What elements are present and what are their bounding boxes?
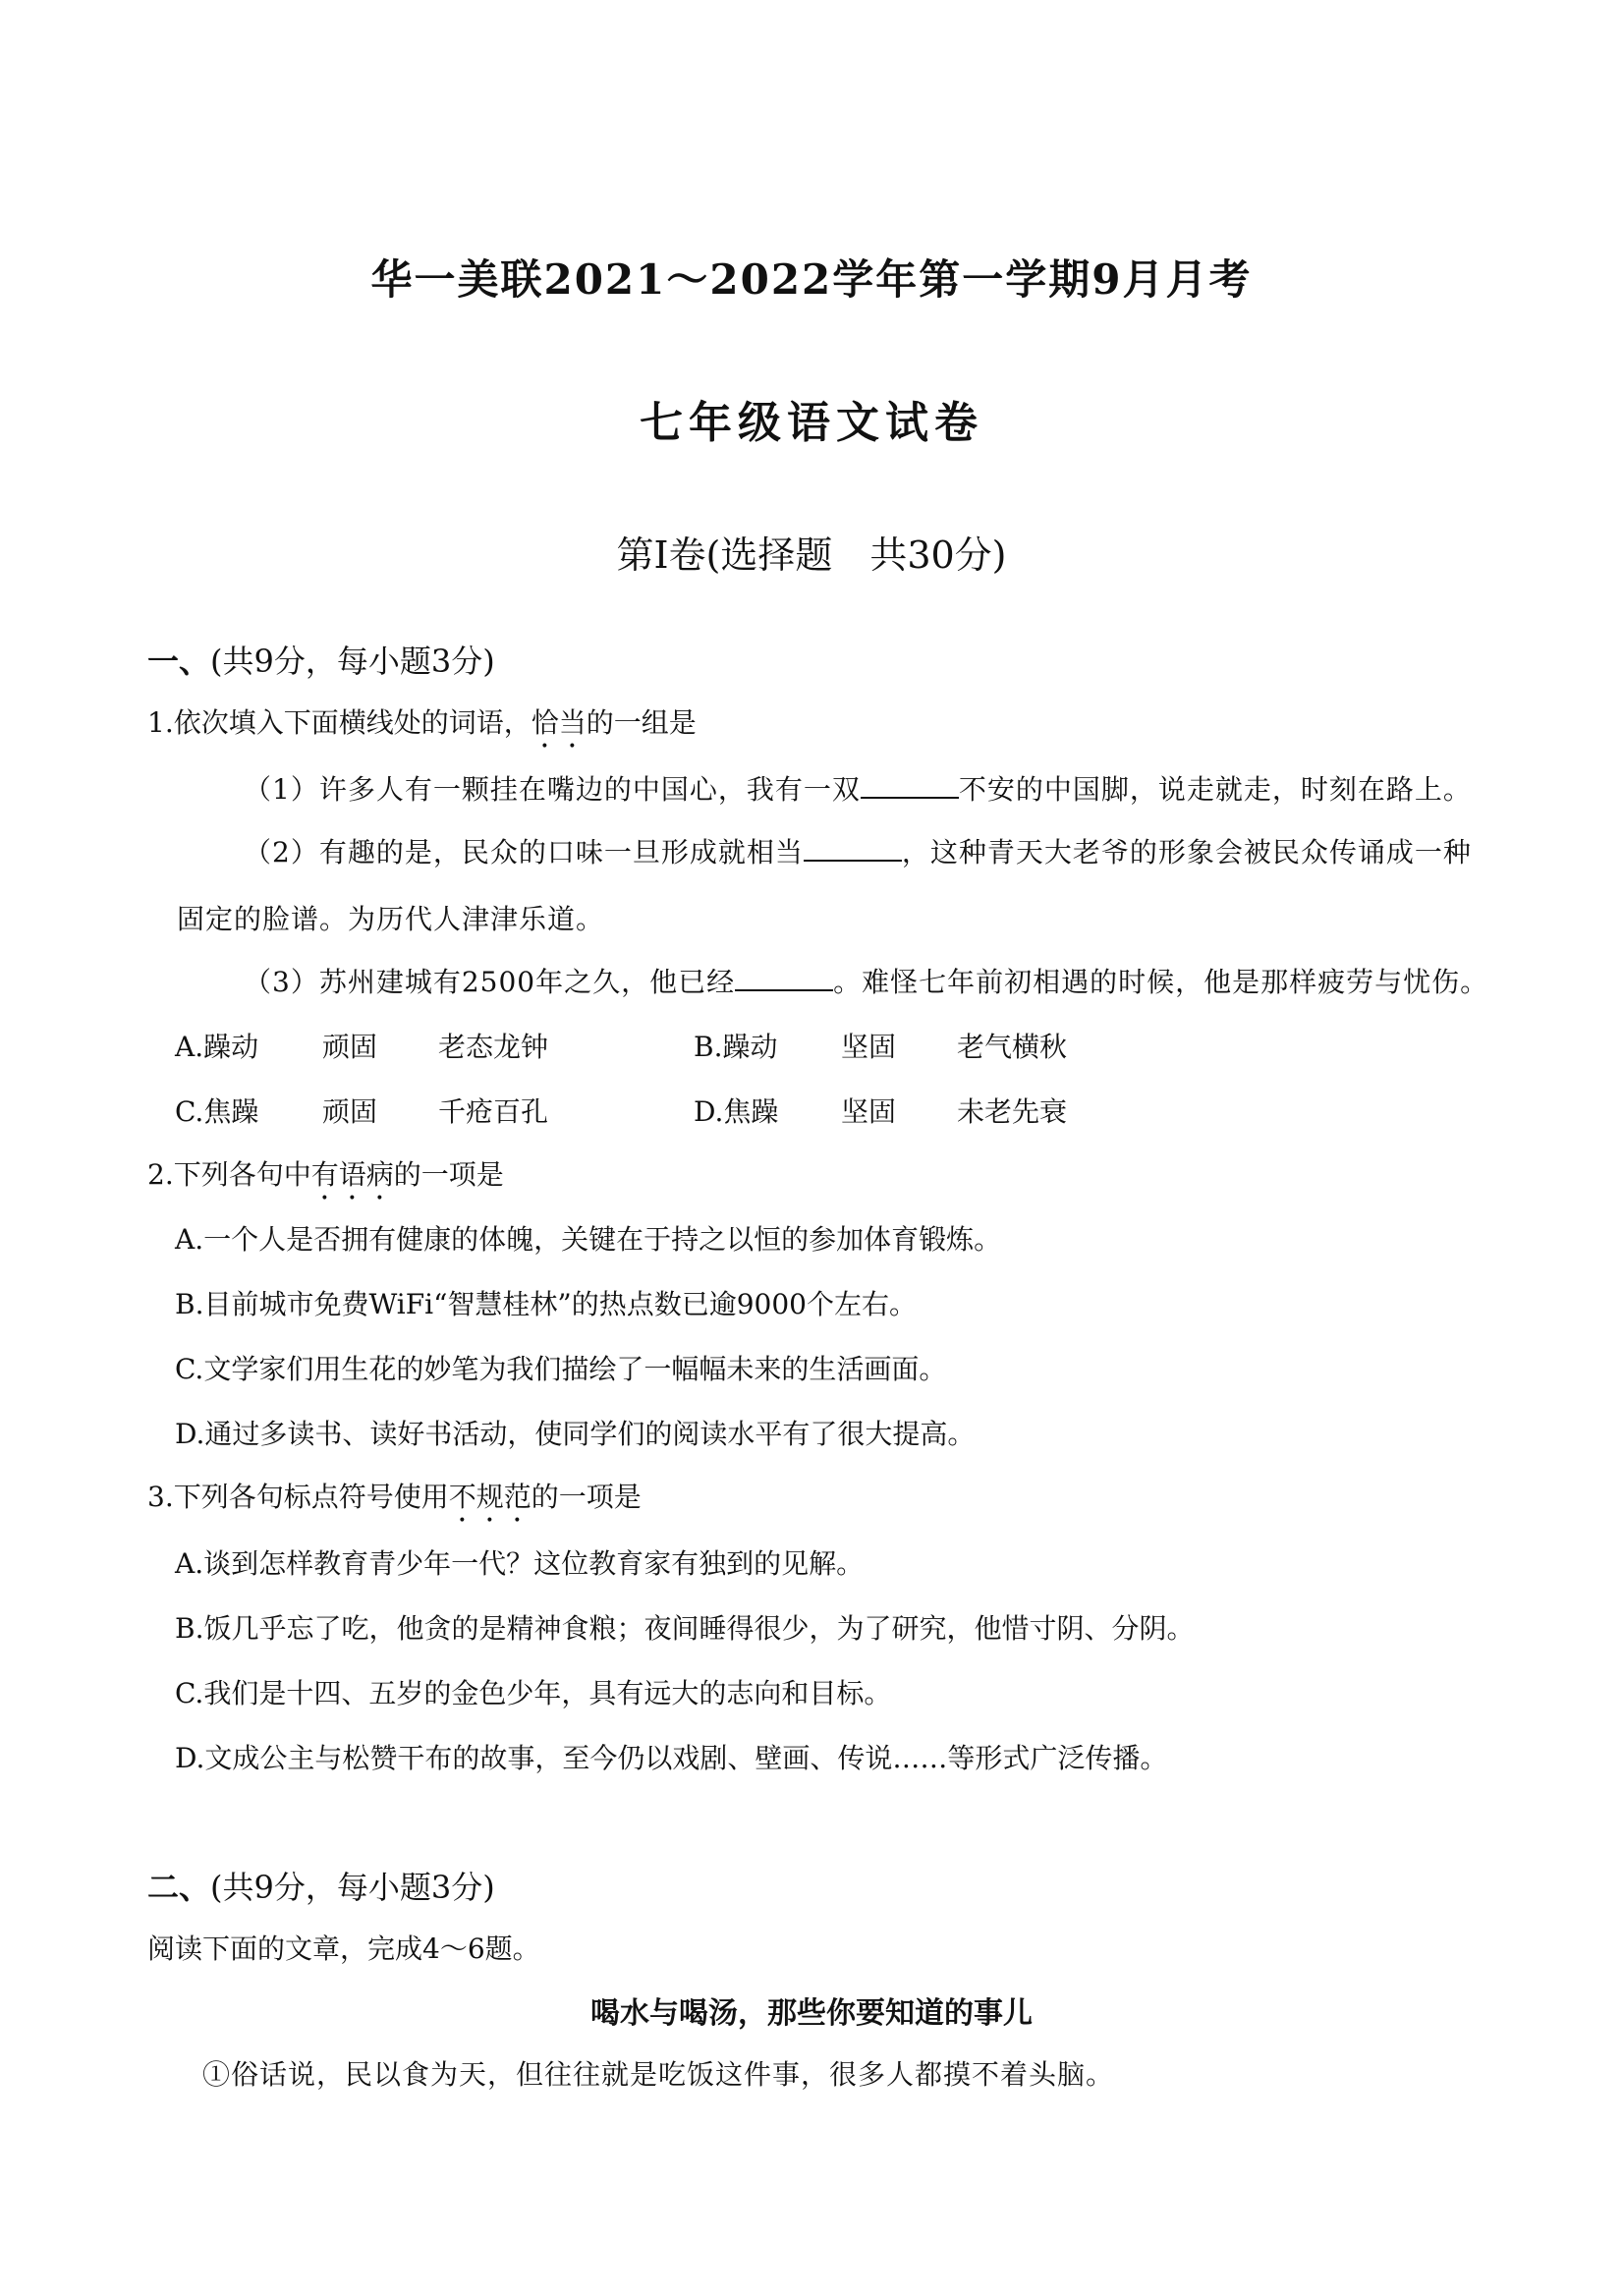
q1-sentence-2-cont: 固定的脸谱。为历代人津津乐道。: [177, 903, 605, 935]
article-paragraph-1: ①俗话说，民以食为天，但往往就是吃饭这件事，很多人都摸不着头脑。: [202, 2058, 1115, 2091]
q1-sentence-3: [244, 961, 1488, 1000]
q3-option-b: B.饭几乎忘了吃，他贪的是精神食粮；夜间睡得很少，为了研究，他惜寸阴、分阴。: [175, 1612, 1195, 1645]
q1-stem-mark: 恰当: [531, 706, 587, 739]
q1-sentence-2: [244, 831, 1472, 870]
q2-option-a: A.一个人是否拥有健康的体魄，关键在于持之以恒的参加体育锻炼。: [175, 1223, 1002, 1256]
exam-subtitle: 七年级语文试卷: [640, 398, 983, 448]
q1-option-a-2: 顽固: [322, 1031, 378, 1063]
q3-stem-mark: 不规范: [448, 1481, 532, 1513]
q2-stem-post: 的一项是: [393, 1158, 504, 1191]
q1-option-a-1: A.躁动: [175, 1031, 259, 1063]
q3-stem: [147, 1476, 642, 1529]
section2-heading: [147, 1863, 495, 1908]
q1-option-b-1: B.躁动: [694, 1031, 778, 1063]
q1-option-b-2: 坚固: [841, 1031, 897, 1063]
exam-title: 华一美联2021～2022学年第一学期9月月考: [370, 255, 1253, 304]
q1-stem-pre: 1.依次填入下面横线处的词语，: [147, 706, 532, 739]
q1-option-d-2: 坚固: [841, 1095, 897, 1128]
section2-number: 二、: [147, 1869, 211, 1906]
section1-points: (共9分，每小题3分): [210, 643, 495, 680]
q2-stem-pre: 2.下列各句中: [147, 1158, 311, 1191]
q2-option-c: C.文学家们用生花的妙笔为我们描绘了一幅幅未来的生活画面。: [175, 1353, 947, 1385]
article-title: 喝水与喝汤，那些你要知道的事儿: [590, 1996, 1033, 2031]
q1-options-row-2: [175, 1091, 1067, 1130]
q2-stem: [147, 1153, 504, 1206]
q2-stem-mark: 有语病: [310, 1158, 394, 1191]
q3-option-d: D.文成公主与松赞干布的故事，至今仍以戏剧、壁画、传说……等形式广泛传播。: [175, 1742, 1168, 1774]
q1-s3-pre: （3）苏州建城有2500年之久，他已经: [244, 966, 736, 998]
q1-option-c-2: 顽固: [322, 1095, 378, 1128]
q2-option-d: D.通过多读书、读好书活动，使同学们的阅读水平有了很大提高。: [175, 1418, 976, 1450]
q1-stem: [147, 701, 697, 755]
q1-option-c-1: C.焦躁: [175, 1095, 259, 1128]
q3-option-a: A.谈到怎样教育青少年一代？这位教育家有独到的见解。: [175, 1547, 865, 1580]
q1-option-d-1: D.焦躁: [694, 1095, 779, 1128]
q3-option-c: C.我们是十四、五岁的金色少年，具有远大的志向和目标。: [175, 1677, 892, 1709]
q1-s3-blank: [735, 966, 833, 991]
section2-instruction: 阅读下面的文章，完成4～6题。: [147, 1932, 540, 1965]
section1-heading: [147, 637, 495, 682]
q1-option-b-3: 老气横秋: [957, 1031, 1068, 1063]
q1-stem-post: 的一组是: [586, 706, 697, 739]
q3-stem-pre: 3.下列各句标点符号使用: [147, 1481, 449, 1513]
q3-stem-post: 的一项是: [531, 1481, 642, 1513]
q1-sentence-1: [244, 768, 1472, 808]
q1-s2-blank: [804, 836, 902, 862]
q1-option-d-3: 未老先衰: [957, 1095, 1068, 1128]
q1-options-row-1: [175, 1026, 1067, 1065]
q1-option-c-3: 千疮百孔: [438, 1095, 549, 1128]
q2-option-b: B.目前城市免费WiFi“智慧桂林”的热点数已逾9000个左右。: [175, 1288, 917, 1320]
q1-s1-pre: （1）许多人有一颗挂在嘴边的中国心，我有一双: [244, 773, 861, 806]
section1-number: 一、: [147, 643, 211, 680]
section2-points: (共9分，每小题3分): [210, 1869, 495, 1906]
volume-heading: 第Ⅰ卷(选择题 共30分): [616, 533, 1007, 577]
q1-option-a-3: 老态龙钟: [438, 1031, 549, 1063]
q1-s3-post: 。难怪七年前初相遇的时候，他是那样疲劳与忧伤。: [833, 966, 1489, 998]
q1-s2-pre: （2）有趣的是，民众的口味一旦形成就相当: [244, 836, 804, 868]
q1-s1-blank: [861, 773, 959, 799]
q1-s1-post: 不安的中国脚，说走就走，时刻在路上。: [958, 773, 1472, 806]
q1-s2-post: ，这种青天大老爷的形象会被民众传诵成一种: [901, 836, 1472, 868]
